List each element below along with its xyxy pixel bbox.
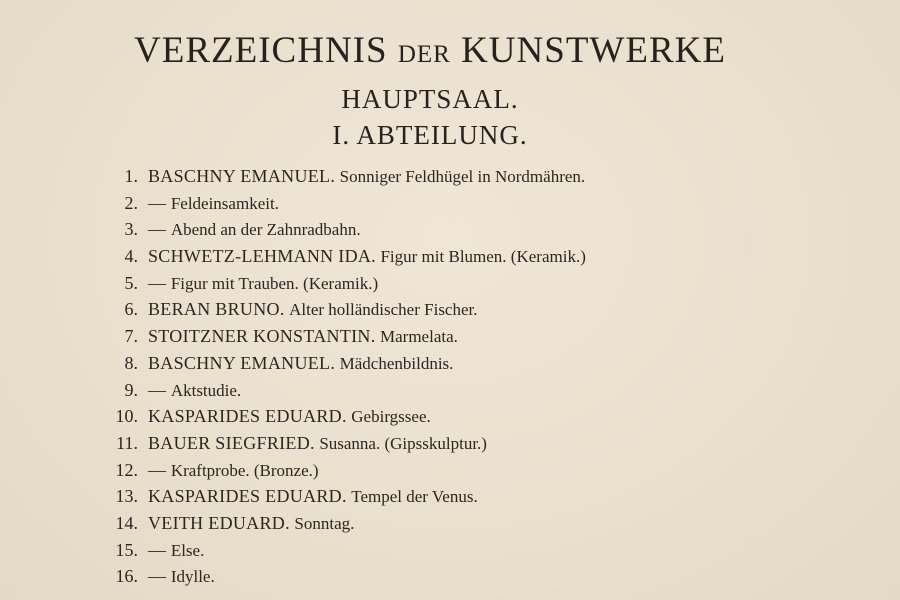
artist-name: — [148,459,167,480]
entry-text [148,296,478,324]
work-title: Tempel der Venus. [351,487,478,507]
entry-text [148,270,378,298]
entry-number: 6. [124,299,138,320]
entry-text [148,483,478,511]
entry-number: 10. [115,406,138,427]
entry-number: 5. [124,272,138,293]
entry-text [148,243,586,271]
entry-number: 1. [124,166,138,186]
artist-name: BERAN BRUNO. [148,299,285,320]
entry-text [148,537,204,565]
artist-name: KASPARIDES EDUARD. [148,486,347,507]
artist-name: BAUER SIEGFRIED. [148,432,315,453]
list-item [0,296,900,323]
list-item [0,350,900,377]
work-title: Figur mit Blumen. (Keramik.) [380,247,586,267]
entry-text [148,190,279,218]
list-item [0,483,900,510]
entry-number: 14. [115,512,138,533]
work-title: Mädchenbildnis. [339,353,454,373]
entry-number: 4. [124,246,138,267]
entry-text [148,163,585,191]
work-title: Alter holländischer Fischer. [289,300,478,320]
list-item [0,190,900,217]
work-title: Kraftprobe. (Bronze.) [170,460,319,480]
artist-name: STOITZNER KONSTANTIN. [148,326,376,347]
entry-number: 9. [124,379,138,400]
title-word-kunstwerke: KUNSTWERKE [461,30,726,71]
page-title [0,28,860,78]
entry-number: 11. [116,432,138,453]
entry-number: 7. [124,326,138,347]
entry-number: 13. [115,486,138,507]
artist-name: — [148,566,167,587]
artist-name: BASCHNY EMANUEL. [148,166,336,186]
artist-name: — [148,272,167,293]
entry-text [148,350,453,378]
list-item [0,563,900,590]
work-title: Figur mit Trauben. (Keramik.) [170,273,379,293]
entry-number: 15. [115,539,138,560]
work-title: Susanna. (Gipsskulptur.) [319,433,487,453]
work-title: Marmelata. [380,327,458,347]
artist-name: KASPARIDES EDUARD. [148,406,347,427]
work-title: Aktstudie. [170,380,242,400]
artist-name: — [148,192,167,213]
title-word-verzeichnis: VERZEICHNIS [134,30,388,71]
hall-heading: HAUPTSAAL. [341,84,519,114]
work-title: Gebirgssee. [351,407,431,427]
list-item [0,430,900,457]
entry-text [148,323,458,351]
entry-number: 12. [115,459,138,480]
artist-name: — [148,379,167,400]
entry-text [148,563,215,591]
entry-number: 2. [124,192,138,213]
list-item [0,510,900,537]
entry-text [148,510,354,538]
work-title: Else. [170,540,205,560]
list-item [0,457,900,484]
artist-name: — [148,219,167,240]
list-item [0,216,900,243]
list-item [0,537,900,564]
list-item [0,323,900,350]
work-title: Idylle. [170,567,215,587]
work-title: Sonniger Feldhügel in Nordmähren. [339,167,586,186]
entry-number: 8. [124,352,138,373]
work-title: Feldeinsamkeit. [170,193,279,213]
work-title: Abend an der Zahnradbahn. [170,220,361,240]
list-item [0,243,900,270]
entry-number: 16. [115,566,138,587]
entry-text [148,457,319,485]
title-word-der: DER [397,41,451,68]
entry-text [148,403,431,431]
entry-text [148,430,487,458]
entry-text [148,377,241,405]
list-item [0,403,900,430]
artwork-list [0,163,900,590]
artist-name: SCHWETZ-LEHMANN IDA. [148,246,376,267]
artist-name: BASCHNY EMANUEL. [148,352,336,373]
entry-number: 3. [124,219,138,240]
entry-text [148,216,361,244]
list-item [0,163,900,190]
list-item [0,377,900,404]
list-item [0,270,900,297]
work-title: Sonntag. [294,513,355,533]
artist-name: — [148,539,167,560]
artist-name: VEITH EDUARD. [148,512,290,533]
section-heading: I. ABTEILUNG. [332,120,528,150]
